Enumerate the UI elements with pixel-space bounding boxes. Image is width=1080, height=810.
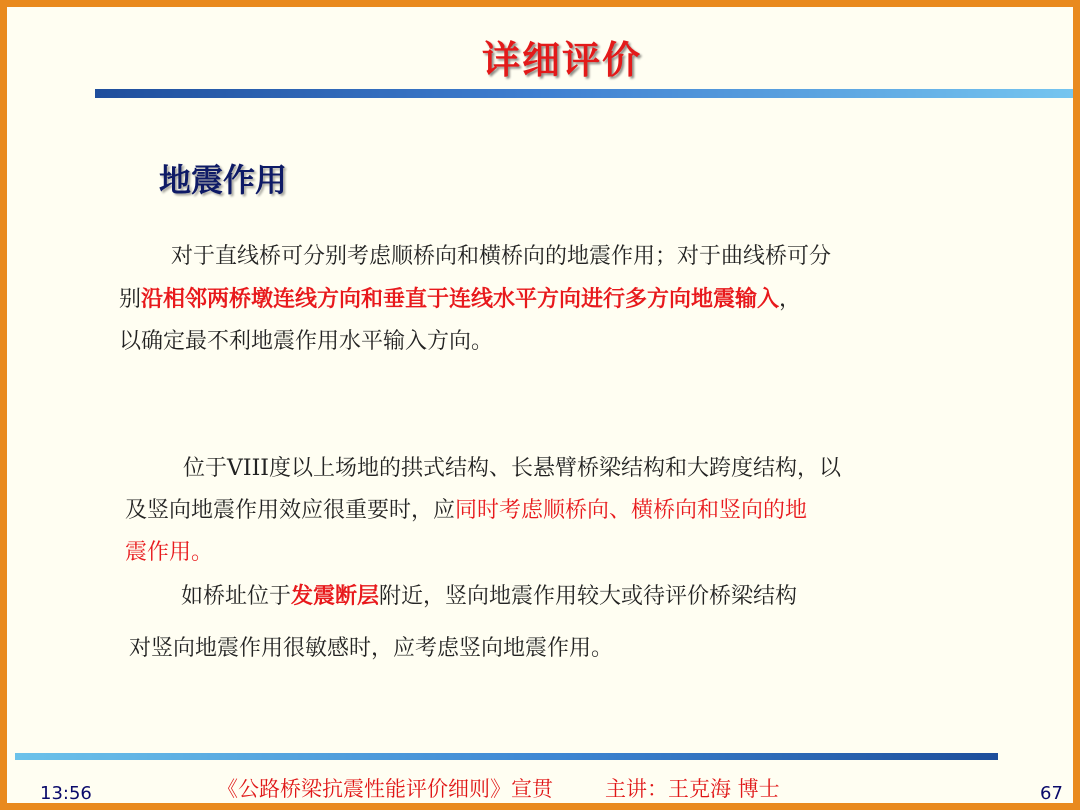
paragraph-1 — [119, 236, 999, 363]
paragraph-3-line-2 — [129, 628, 989, 670]
p1-line1-text: 对于直线桥可分别考虑顺桥向和横桥向的地震作用；对于曲线桥可分 — [171, 244, 832, 269]
paragraph-2 — [125, 448, 1005, 574]
paragraph-1-line-2 — [119, 278, 999, 321]
footer-speaker: 主讲：王克海 博士 — [605, 777, 780, 801]
paragraph-2-line-2 — [125, 490, 1005, 532]
p2-line2-highlight: 同时考虑顺桥向、横桥向和竖向的地 — [455, 498, 808, 523]
title-underline — [95, 89, 1079, 98]
p1-line2-tail: ， — [779, 287, 802, 312]
slide-title: 详细评价 — [481, 38, 642, 82]
p3-line1-post: 附近，竖向地震作用较大或待评价桥梁结构 — [379, 584, 798, 609]
section-heading: 地震作用 — [159, 161, 288, 199]
footer-caption — [217, 773, 780, 803]
paragraph-3-line-1 — [129, 575, 989, 618]
p2-line2-plain: 及竖向地震作用效应很重要时，应 — [125, 498, 456, 523]
paragraph-3 — [129, 575, 989, 670]
p2-line3-highlight: 震作用。 — [125, 540, 214, 565]
paragraph-1-line-3 — [119, 321, 999, 363]
footer-rule — [15, 753, 998, 760]
paragraph-2-line-3 — [125, 532, 1005, 574]
footer-course-title: 《公路桥梁抗震性能评价细则》宣贯 — [217, 777, 553, 801]
p1-line2-plain: 别 — [119, 287, 142, 312]
p1-line3-text: 以确定最不利地震作用水平输入方向。 — [119, 329, 494, 354]
p3-line1-highlight: 发震断层 — [291, 583, 380, 609]
paragraph-1-line-1 — [119, 236, 999, 278]
p2-line1-text: 位于VIII度以上场地的拱式结构、长悬臂桥梁结构和大跨度结构，以 — [183, 456, 841, 481]
page-number: 67 — [1040, 783, 1063, 804]
p3-line1-pre: 如桥址位于 — [181, 584, 292, 609]
paragraph-2-line-1 — [125, 448, 1005, 490]
p3-line2-text: 对竖向地震作用很敏感时，应考虑竖向地震作用。 — [129, 636, 614, 661]
p1-line2-highlight: 沿相邻两桥墩连线方向和垂直于连线水平方向进行多方向地震输入 — [141, 286, 780, 312]
footer-time: 13:56 — [40, 783, 92, 804]
